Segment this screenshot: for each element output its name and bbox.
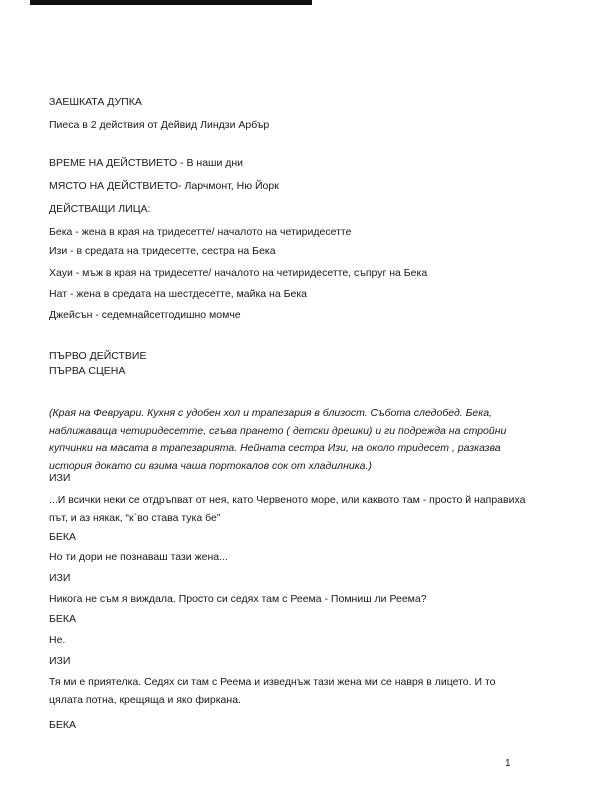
character-nat: Нат - жена в средата на шестдесетте, майка на Бека [49,288,307,300]
act-title: ПЪРВО ДЕЙСТВИЕ [49,350,147,362]
dialogue-line: Не. [49,634,66,646]
play-title: ЗАЕШКАТА ДУПКА [49,96,142,108]
speaker-izi: ИЗИ [49,472,71,484]
character-izi: Изи - в средата на тридесетте, сестра на Бека [49,245,276,257]
speaker-beka: БЕКА [49,531,77,543]
scan-edge-bar [30,0,312,5]
character-howie: Хауи - мъж в края на тридесетте/ началото на четиридесетте, съпруг на Бека [49,267,428,279]
speaker-izi: ИЗИ [49,572,71,584]
character-beka: Бека - жена в края на тридесетте/ началото на четиридесетте [49,226,352,238]
speaker-izi: ИЗИ [49,655,71,667]
place-of-action: МЯСТО НА ДЕЙСТВИЕТО- Ларчмонт, Ню Йорк [49,180,279,192]
time-of-action: ВРЕМЕ НА ДЕЙСТВИЕТО - В наши дни [49,157,244,169]
speaker-beka: БЕКА [49,613,77,625]
scene-title: ПЪРВА СЦЕНА [49,365,126,377]
play-subtitle: Пиеса в 2 действия от Дейвид Линдзи Арбър [49,119,270,131]
stage-direction: (Края на Февруари. Кухня с удобен хол и трапезария в близост. Събота следобед. Бека, наближаваща четиридесетте, сгъва прането ( детски дрешки) и ги подрежда на стройни купчинки на масата в трапезарията. Нейната сестра Изи, на около тридесет , разказва история докато си взима чаша портокалов сок от хладилника.) [49,407,507,472]
character-jason: Джейсън - седемнайсетгодишно момче [49,309,241,321]
dialogue-line: ...И всички неки се отдръпват от нея, като Червеното море, или каквото там - просто й направиха път, и аз някак, “к`во става тука бе” [49,494,526,524]
speaker-beka: БЕКА [49,719,77,731]
page-number: 1 [505,758,511,769]
dialogue-line: Тя ми е приятелка. Седях си там с Реема и изведнъж тази жена ми се навря в лицето. И то цялата потна, крещяща и яко фиркана. [49,676,496,706]
characters-heading: ДЕЙСТВАЩИ ЛИЦА: [49,203,151,215]
dialogue-line: Никога не съм я виждала. Просто си седях там с Реема - Помниш ли Реема? [49,593,427,605]
dialogue-line: Но ти дори не познаваш тази жена... [49,551,228,563]
